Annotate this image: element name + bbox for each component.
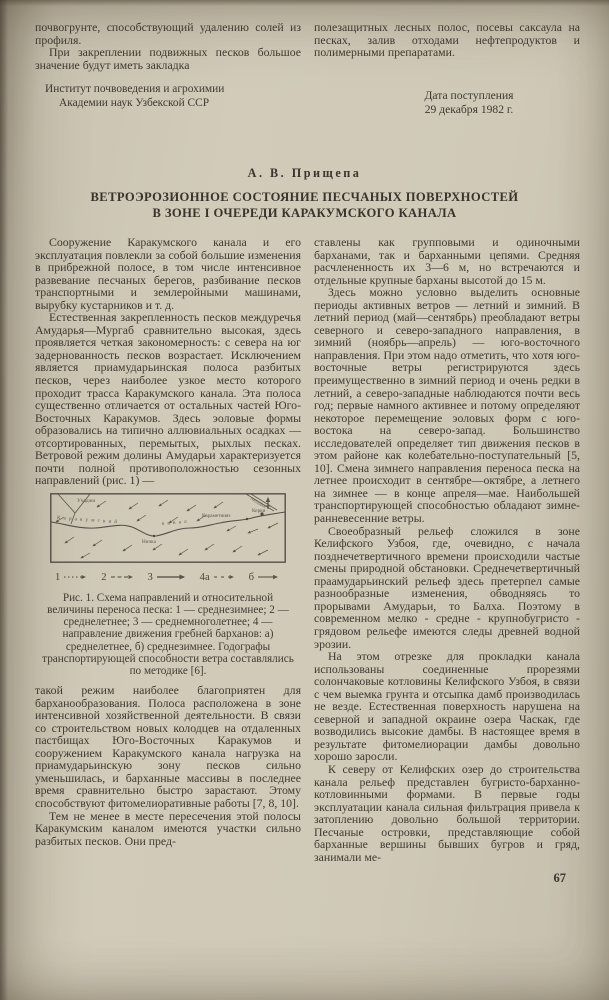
figure-caption: Рис. 1. Схема направлений и относительной величины переноса песка: 1 — среднезимнее; 2 — среднелетнее; 3 — среднемноголетнее; 4 — направление движения гребней барханов: а) среднелетнее, б) среднезимнее. Годографы транспортирующей способности ветра составлялись по методике [6]. xyxy=(42,591,294,677)
body-paragraph: Сооружение Каракумского канала и его эксплуатация повлекли за собой большие изменения в прибрежной полосе, в том числе интенсивное развевание песчаных берегов, разбивание песков транспортными и землеройными машинами, вырубку кустарников и т. д. xyxy=(35,235,301,312)
wind-arrows xyxy=(56,497,278,558)
map-label-karametniyaz: Караметнияз xyxy=(202,512,231,519)
sparse-dash-arrow-icon xyxy=(213,573,237,581)
legend-label: 1 xyxy=(55,571,61,583)
affiliation xyxy=(45,83,301,110)
submission-date-value: 29 декабря 1982 г. xyxy=(424,102,514,116)
scan-edge-shadow-top xyxy=(0,0,609,6)
map-label-nichka: Ничка xyxy=(142,538,156,545)
legend-label: 2 xyxy=(101,571,107,583)
legend-item-3 xyxy=(147,572,187,583)
page-number: 67 xyxy=(553,871,566,886)
left-column xyxy=(35,236,301,886)
body-paragraph: Своеобразный рельеф сложился в зоне Келифского Узбоя, где, очевидно, с начала позднечетвертичного времени происходили частые смены природной обстановки. Среднечетвертичный праамударьинский рельеф здесь претерпел самые разнообразные изменения, обводняясь то прорывами Амударьи, то Балха. Поэтому в современном мелко - средне - крупнобугристо - грядовом рельефе имеются следы древней водной эрозии. xyxy=(314,523,580,651)
figure-1 xyxy=(35,493,301,677)
legend-item-2 xyxy=(101,572,135,583)
affiliation-line: Институт почвоведения и агрохимии xyxy=(45,83,225,96)
affiliation-line: Академии наук Узбекской ССР xyxy=(59,96,210,109)
map-label-amudarya: Амударья xyxy=(249,495,268,509)
legend-item-b xyxy=(249,572,281,583)
body-paragraph: такой режим наиболее благоприятен для барханообразования. Полоса расположена в зоне интенсивной хозяйственной деятельности. В связи со строительством новых колодцев на отдаленных пастбищах Юго-Восточных Каракумов и сооружением Каракумского канала нагрузка на приамударьинскую зону песков сильно уменьшилась, и барханные массивы в последнее время сравнительно быстро зарастают. Этому способствуют фитомелиоративные работы [7, 8, 10]. xyxy=(35,683,301,810)
legend-label: б xyxy=(248,571,254,583)
body-paragraph: Естественная закрепленность песков междуречья Амударья—Мургаб сравнительно высокая, здесь проявляется четкая закономерность: с севера на юг задернованность песков возрастает. Исключением является приамударьинская полоса разбитых песков, через наиболее узкое место которого проходит трасса Каракумского канала. Эта полоса существенно отличается от остальных частей Юго-Восточных Каракумов. Здесь эоловые формы образовались на типично аллювиальных осадках — отсортированных, перемытых, рыхлых песках. Ветровой режим долины Амударьи характеризуется почти полной противоположностью сезонных направлений (рис. 1) — xyxy=(35,310,301,488)
dotted-arrow-icon xyxy=(63,573,89,581)
map-drawing xyxy=(50,493,286,563)
submission-date xyxy=(394,89,544,117)
map-label-uchadzhi: Учаджи xyxy=(77,497,96,504)
body-paragraph: К северу от Келифских озер до строительства канала рельеф представлен бугристо-барханно-котловинными формами. В первые годы эксплуатации канала сильная фильтрация привела к затоплению довольно большой территории. Песчаные островки, представляющие собой барханные вершины бывших бугров и гряд, занимали ме- xyxy=(314,761,580,864)
legend-item-1 xyxy=(55,572,89,583)
body-paragraph: Тем не менее в месте пересечения этой полосы Каракумским каналом имеются участки сильно разбитых песков. Они пред- xyxy=(35,808,301,848)
right-column xyxy=(314,236,580,886)
author-name: А. В. Прищепа xyxy=(247,166,362,180)
body-paragraph: ставлены как групповыми и одиночными барханами, так и барханными цепями. Средняя расчлененность их 3—6 м, но встречаются и отдельные крупные барханы высотой до 15 м. xyxy=(314,235,580,287)
solid-arrow-icon xyxy=(156,573,188,581)
legend-label: 4а xyxy=(199,571,210,583)
article-body xyxy=(35,236,581,886)
article-title-line: В ЗОНЕ I ОЧЕРЕДИ КАРАКУМСКОГО КАНАЛА xyxy=(152,205,457,220)
body-paragraph: На этом отрезке для прокладки канала использованы соединенные прорезями солончаковые котловины Келифского Узбоя, в связи с чем выемка грунта и отсыпка дамб производилась не везде. Естественная поверхность нарушена на северной и западной окраине озера Часкак, где возводились высокие дамбы. В настоящее время в результате фитомелиорации дамбы довольно хорошо заросли. xyxy=(314,649,580,764)
map-label-canal-word1: Каракумский xyxy=(56,514,121,526)
front-matter xyxy=(35,21,581,117)
figure-map xyxy=(50,493,286,568)
front-matter-left-column xyxy=(35,21,301,117)
legend-item-4a xyxy=(200,572,237,583)
scan-edge-shadow-left xyxy=(0,0,8,1000)
continuation-paragraph: почвогрунте, способствующий удалению солей из профиля. xyxy=(35,20,301,47)
continuation-paragraph: полезащитных лесных полос, посевы саксаула на песках, залив отходами нефтепродуктов и полимерными препаратами. xyxy=(314,20,580,60)
solid-short-arrow-icon xyxy=(257,573,281,581)
article-title-line: ВЕТРОЭРОЗИОННОЕ СОСТОЯНИЕ ПЕСЧАНЫХ ПОВЕРХНОСТЕЙ xyxy=(90,190,519,204)
body-paragraph: Здесь можно условно выделить основные периоды активных ветров — летний и зимний. В летний период (май—сентябрь) преобладают ветры северного и северо-западного направления, в зимний (ноябрь—апрель) — юго-восточного направления. При этом надо отметить, что хотя юго-восточные ветры регистрируются здесь преимущественно в зимний период и очень редки в летний, а северо-западные наблюдаются почти весь год; первые намного активнее и потому определяют некоторое перемещение эоловых форм с юго-востока на северо-запад. Большинство исследователей определяет тип движения песков в этом районе как колебательно-поступательный [5, 10]. Смена зимнего направления переноса песка на летнее происходит в сентябре—октябре, а летнего на зимнее — в конце апреля—мае. Наибольшей транспортирующей способностью обладают зимне-ранневесенние ветры. xyxy=(314,285,580,526)
dashed-arrow-icon xyxy=(110,573,136,581)
map-label-canal-word2: канал xyxy=(161,518,191,527)
article-title xyxy=(0,190,609,221)
continuation-paragraph: При закреплении подвижных песков большое значение будут иметь закладка xyxy=(35,45,301,72)
legend-label: 3 xyxy=(147,571,153,583)
front-matter-right-column xyxy=(314,21,580,117)
submission-date-label: Дата поступления xyxy=(424,88,514,102)
map-label-kerki: Керки xyxy=(252,507,266,514)
figure-legend xyxy=(55,572,281,583)
